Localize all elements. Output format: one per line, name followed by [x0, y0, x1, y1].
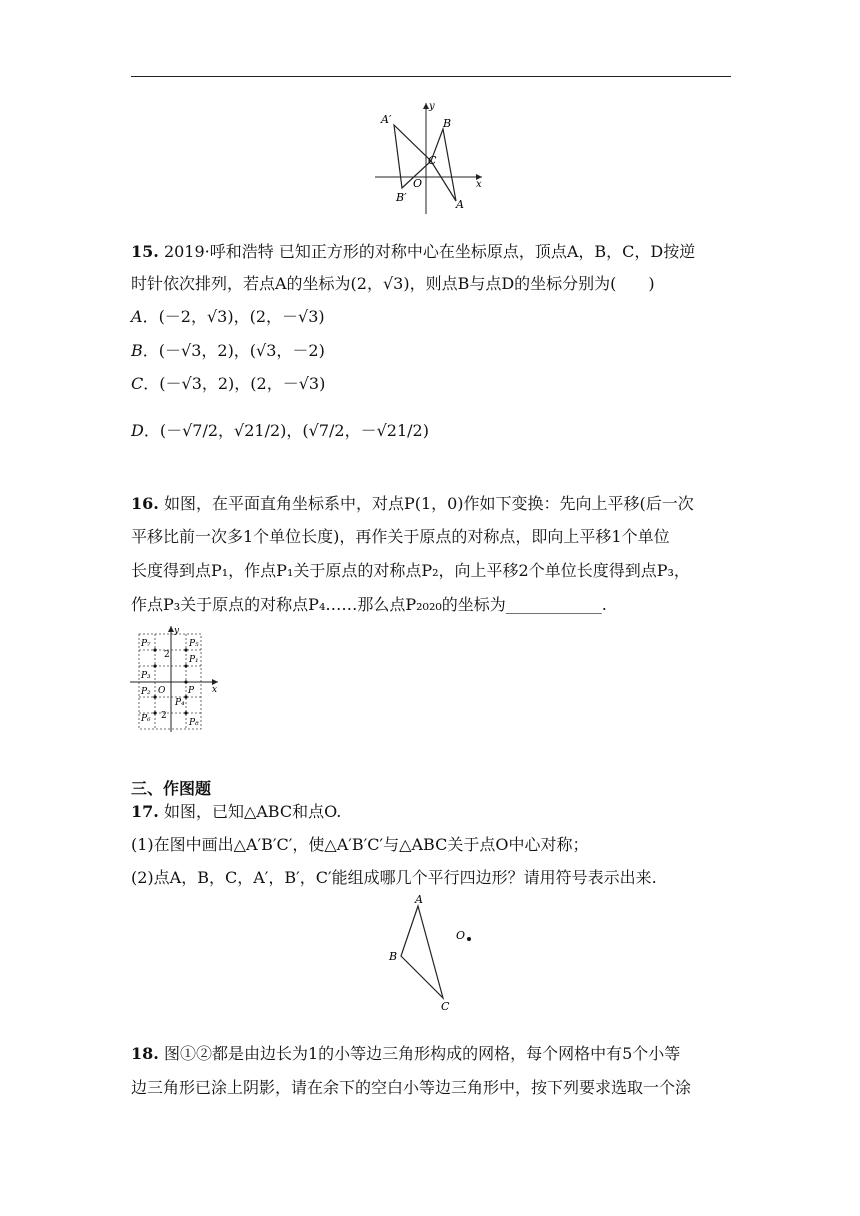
- q16-line-1: [131, 493, 694, 515]
- coordinate-figure-symmetric-triangles: [370, 98, 490, 218]
- option-text: ．(－√3，2)，(√3，－2): [142, 341, 325, 360]
- q17-number: 17.: [131, 802, 159, 821]
- label-p6: P₆: [141, 714, 151, 724]
- triangle-abc: [401, 906, 443, 998]
- label-p4: P₄: [175, 698, 185, 708]
- section-title: 三、作图题: [131, 779, 212, 798]
- q16-number: 16.: [131, 494, 159, 513]
- q15-line-1: [131, 241, 695, 263]
- option-letter: D: [131, 421, 144, 440]
- q16-line-4: 作点P₃关于原点的对称点P₄……那么点P₂₀₂₀的坐标为____________.: [131, 595, 607, 614]
- label-b: B: [443, 117, 452, 130]
- label-o: O: [413, 177, 423, 190]
- q17-line-1: [131, 801, 341, 823]
- option-text: ．(－√3，2)，(2，－√3): [143, 374, 326, 393]
- label-b-prime: B′: [396, 191, 407, 204]
- point-p5: [184, 648, 187, 651]
- q16-line-3: 长度得到点P₁，作点P₁关于原点的对称点P₂，向上平移2个单位长度得到点P₃，: [131, 561, 690, 580]
- q18-text-1: 图①②都是由边长为1的小等边三角形构成的网格，每个网格中有5个小等: [163, 1044, 681, 1063]
- label-x: x: [476, 179, 482, 190]
- label-y: y: [174, 626, 180, 636]
- label-a: A: [415, 893, 423, 906]
- option-letter: C: [131, 374, 144, 393]
- q16-line-2: 平移比前一次多1个单位长度)，再作关于原点的对称点，即向上平移1个单位: [131, 527, 670, 546]
- label-p8: P₈: [189, 718, 199, 728]
- label-p3: P₃: [141, 671, 151, 681]
- point-p6: [153, 711, 156, 714]
- label-o: O: [158, 686, 166, 696]
- label-p1: P₁: [189, 655, 199, 665]
- label-y: y: [429, 101, 435, 112]
- label-a: A: [456, 198, 464, 211]
- point-p1: [184, 664, 187, 667]
- point-p: [184, 680, 187, 683]
- label-p5: P₅: [189, 639, 199, 649]
- label-b: B: [389, 950, 398, 963]
- q18-number: 18.: [131, 1044, 159, 1063]
- point-p3: [153, 664, 156, 667]
- option-text: ．(－√7/2，√21/2)，(√7/2，－√21/2): [143, 421, 429, 440]
- q17-line-2: (1)在图中画出△A′B′C′，使△A′B′C′与△ABC关于点O中心对称；: [131, 835, 589, 854]
- header-rule: [131, 76, 731, 77]
- q18-line-2: 边三角形已涂上阴影，请在余下的空白小等边三角形中，按下列要求选取一个涂: [131, 1078, 692, 1097]
- label-o: O: [456, 929, 466, 942]
- q17-text-1: 如图，已知△ABC和点O.: [163, 802, 342, 821]
- label-c: C: [441, 1000, 450, 1013]
- q15-text-1: 2019·呼和浩特 已知正方形的对称中心在坐标原点，顶点A，B，C，D按逆: [163, 242, 696, 261]
- q15-option-c: [131, 373, 325, 395]
- q15-option-a: [131, 306, 325, 328]
- q17-line-3: (2)点A，B，C，A′，B′，C′能组成哪几个平行四边形？请用符号表示出来.: [131, 868, 657, 887]
- q15-option-b: [131, 340, 325, 362]
- q18-line-1: [131, 1043, 680, 1065]
- option-text: ．(－2，√3)，(2，－√3): [142, 307, 325, 326]
- option-letter: A: [131, 307, 143, 326]
- point-p7: [153, 648, 156, 651]
- q15-line-2: 时针依次排列，若点A的坐标为(2，√3)，则点B与点D的坐标分别为( ): [131, 274, 655, 293]
- label-x: x: [212, 685, 218, 695]
- point-p2: [153, 695, 156, 698]
- label-p2: P₂: [141, 687, 151, 697]
- label-two-top: 2: [164, 650, 170, 660]
- q16-grid-figure: [128, 624, 224, 732]
- label-p: P: [188, 686, 195, 696]
- option-letter: B: [131, 341, 143, 360]
- q15-number: 15.: [131, 242, 159, 261]
- q17-triangle-figure: [384, 892, 484, 1014]
- label-c: C: [428, 154, 437, 167]
- q16-text-1: 如图，在平面直角坐标系中，对点P(1，0)作如下变换：先向上平移(后一次: [163, 494, 694, 513]
- q15-option-d: [131, 420, 429, 442]
- point-o: [467, 937, 471, 941]
- label-two-bottom: 2: [161, 711, 167, 721]
- label-a-prime: A′: [381, 113, 392, 126]
- label-p7: P₇: [141, 639, 151, 649]
- point-p8: [184, 711, 187, 714]
